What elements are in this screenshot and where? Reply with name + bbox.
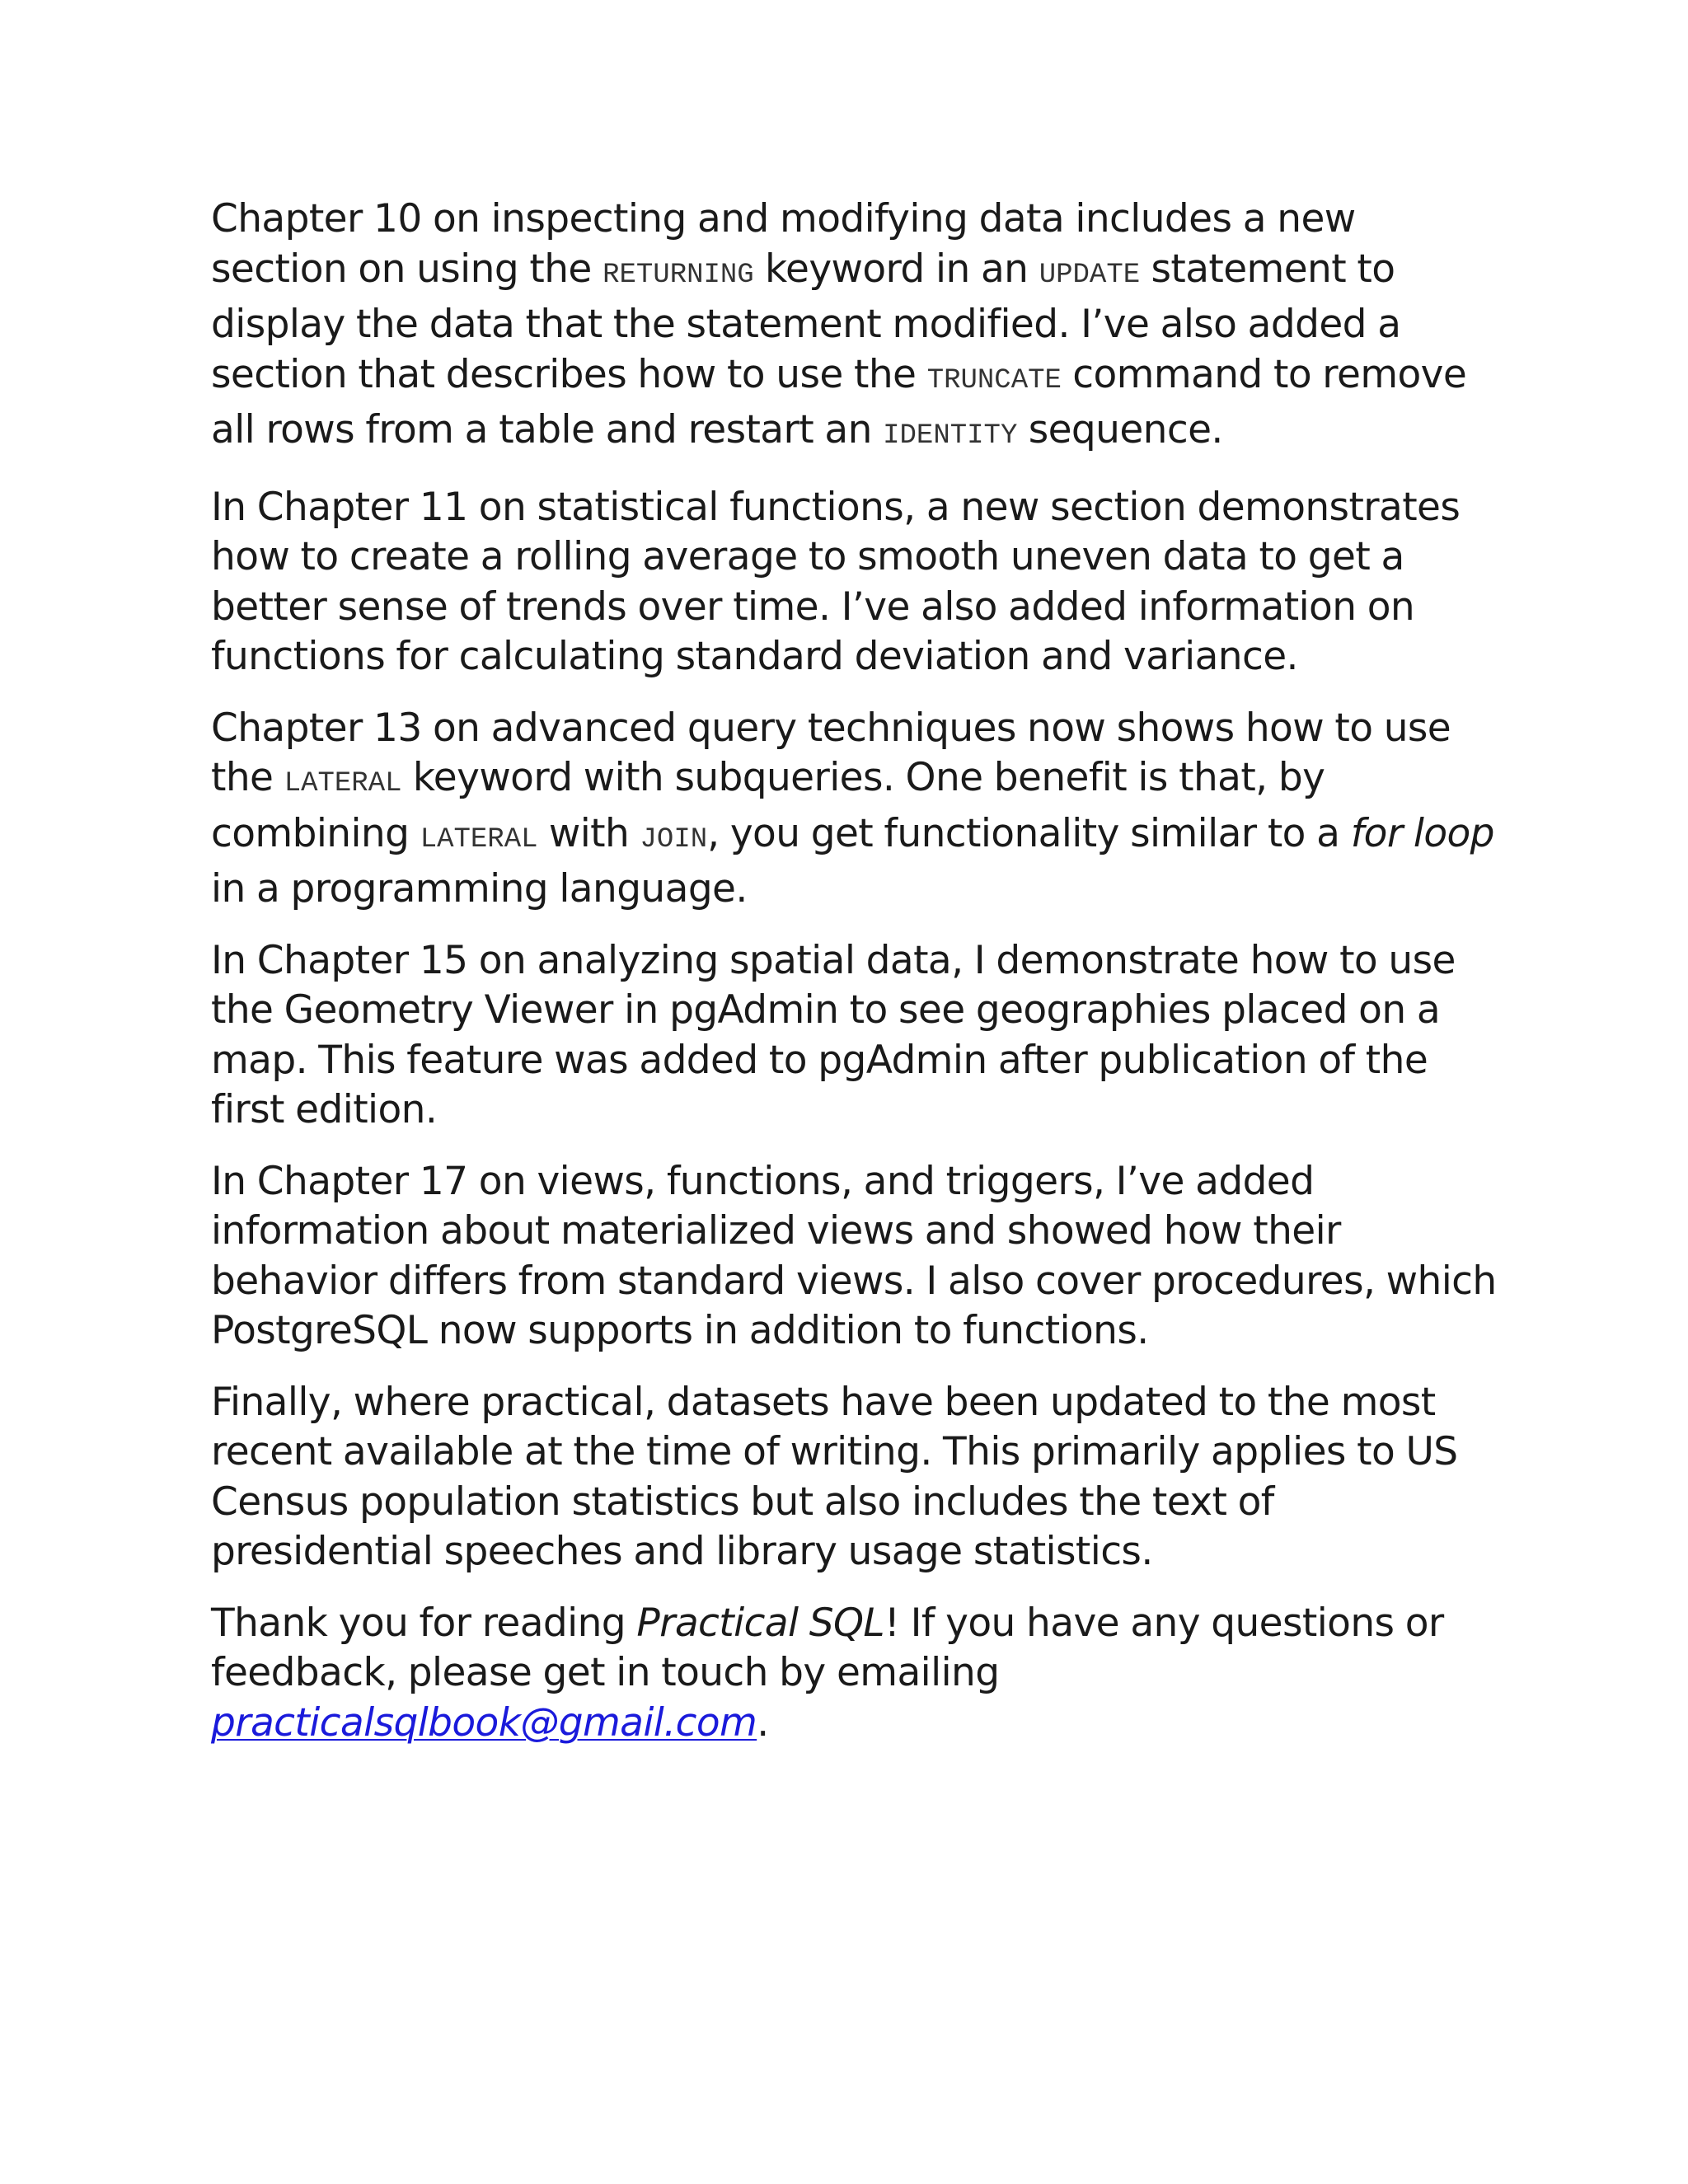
paragraph-chapter-10	[211, 194, 1497, 462]
code-lateral: LATERAL	[284, 768, 402, 799]
text: , you get functionality similar to a	[707, 810, 1351, 856]
text: In Chapter 11 on statistical functions, a new section demonstrates how to create a rolling average to smooth uneven data to get a better sense of trends over time. I’ve also added information on functions for calculating standard deviation and variance.	[211, 484, 1461, 679]
code-identity: IDENTITY	[883, 420, 1018, 452]
text: Chapter 10 on inspecting and modifying data includes a new section on using the	[211, 196, 1356, 292]
document-page	[211, 194, 1497, 1769]
text: with	[537, 810, 640, 856]
paragraph-datasets	[211, 1378, 1497, 1577]
text: command to remove all rows from a table and restart an	[211, 351, 1467, 452]
text: statement to display the data that the statement modified. I’ve also added a section that describes how to use the	[211, 246, 1401, 397]
code-returning: RETURNING	[603, 259, 754, 291]
text: Finally, where practical, datasets have been updated to the most recent available at the time of writing. This primarily applies to US Census population statistics but also includes the text of presidential speeches and library usage statistics.	[211, 1379, 1458, 1574]
paragraph-chapter-11	[211, 483, 1497, 682]
code-lateral: LATERAL	[420, 823, 538, 855]
code-update: UPDATE	[1039, 259, 1141, 291]
email-link[interactable]: practicalsqlbook@gmail.com	[211, 1699, 757, 1746]
text: keyword in an	[753, 246, 1039, 292]
text: sequence.	[1017, 407, 1223, 452]
paragraph-thank-you	[211, 1599, 1497, 1749]
text: .	[757, 1699, 769, 1746]
text: Thank you for reading	[211, 1600, 637, 1646]
paragraph-chapter-17	[211, 1157, 1497, 1357]
book-title: Practical SQL	[636, 1600, 885, 1646]
text: keyword with subqueries. One benefit is that, by combining	[211, 755, 1325, 856]
text: Chapter 13 on advanced query techniques now shows how to use the	[211, 705, 1451, 800]
paragraph-chapter-13	[211, 704, 1497, 915]
text: In Chapter 15 on analyzing spatial data, I demonstrate how to use the Geometry Viewer in pgAdmin to see geographies placed on a map. This feature was added to pgAdmin after publication of the first edition.	[211, 937, 1456, 1132]
text: In Chapter 17 on views, functions, and triggers, I’ve added information about materialized views and showed how their behavior differs from standard views. I also cover procedures, which PostgreSQL now supports in addition to functions.	[211, 1158, 1497, 1353]
paragraph-chapter-15	[211, 936, 1497, 1136]
text: ! If you have any questions or feedback, please get in touch by emailing	[211, 1600, 1444, 1695]
code-truncate: TRUNCATE	[926, 364, 1062, 396]
emphasis-for-loop: for loop	[1350, 810, 1494, 856]
text: in a programming language.	[211, 866, 748, 912]
code-join: JOIN	[640, 823, 708, 855]
